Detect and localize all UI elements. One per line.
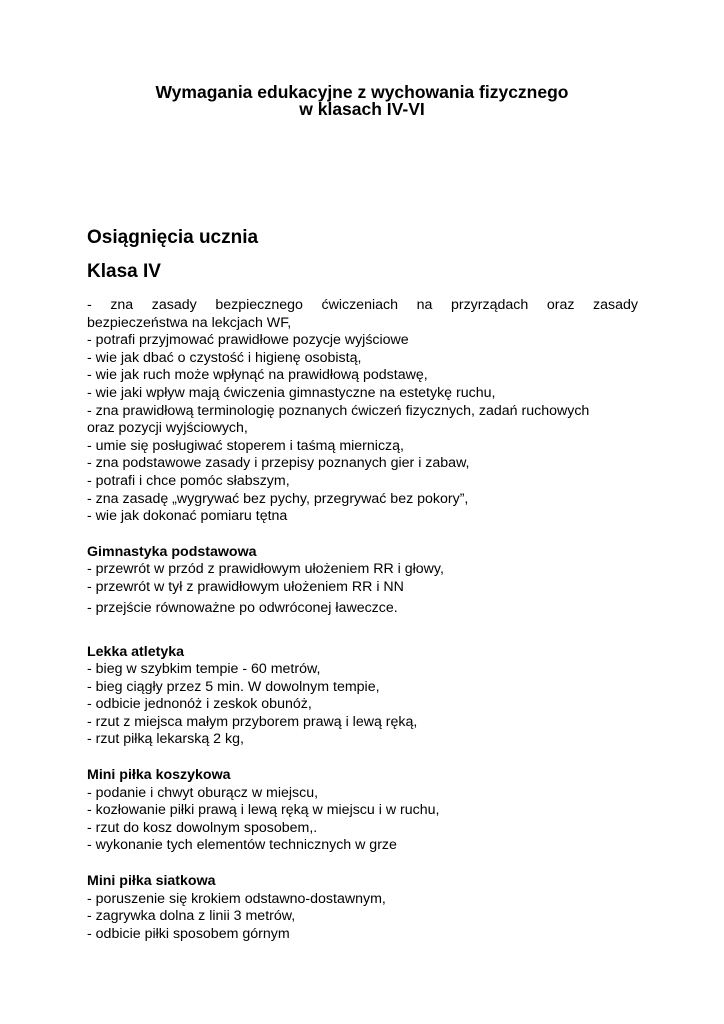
list-item: - przewrót w przód z prawidłowym ułożeniem RR i głowy,: [87, 561, 444, 578]
list-item: - wie jak ruch może wpłynąć na prawidłową podstawę,: [87, 367, 428, 384]
list-item: - zna prawidłową terminologię poznanych ćwiczeń fizycznych, zadań ruchowych: [87, 402, 590, 419]
list-item: - bieg ciągły przez 5 min. W dowolnym tempie,: [87, 678, 380, 695]
section-athletics: [87, 644, 638, 750]
document-title: [0, 84, 724, 118]
section-title: Gimnastyka podstawowa: [87, 543, 257, 560]
list-item: - wie jak dokonać pomiaru tętna: [87, 508, 288, 525]
list-item: - rzut z miejsca małym przyborem prawą i lewą ręką,: [87, 713, 418, 730]
list-item: - odbicie piłki sposobem górnym: [87, 925, 290, 942]
list-item: - podanie i chwyt oburącz w miejscu,: [87, 784, 319, 801]
list-item: - zna zasady bezpiecznego ćwiczeniach na przyrządach oraz zasady: [87, 297, 638, 313]
list-item: - poruszenie się krokiem odstawno-dostawnym,: [87, 890, 386, 907]
document-body: [87, 226, 638, 943]
achievements-heading: Osiągnięcia ucznia: [87, 227, 259, 248]
list-item: - bieg w szybkim tempie - 60 metrów,: [87, 661, 321, 678]
section-title: Mini piłka siatkowa: [87, 873, 216, 890]
list-item: - odbicie jednonóż i zeskok obunóż,: [87, 696, 312, 713]
list-item: - zagrywka dolna z linii 3 metrów,: [87, 908, 296, 925]
list-item: oraz pozycji wyjściowych,: [87, 420, 248, 437]
section-title: Lekka atletyka: [87, 643, 185, 660]
general-requirements-list: [87, 297, 638, 526]
list-item: - umie się posługiwać stoperem i taśmą mierniczą,: [87, 437, 404, 454]
list-item: - zna podstawowe zasady i przepisy poznanych gier i zabaw,: [87, 455, 470, 472]
list-item: bezpieczeństwa na lekcjach WF,: [87, 314, 292, 331]
list-item: - zna zasadę „wygrywać bez pychy, przegrywać bez pokory”,: [87, 490, 469, 507]
list-item: - wykonanie tych elementów technicznych w grze: [87, 837, 397, 854]
title-line-2: w klasach IV-VI: [299, 99, 425, 119]
section-title: Mini piłka koszykowa: [87, 767, 231, 784]
list-item: - potrafi przyjmować prawidłowe pozycje wyjściowe: [87, 332, 409, 349]
section-basketball: [87, 767, 638, 855]
section-gymnastics: [87, 544, 638, 619]
list-item: - przewrót w tył z prawidłowym ułożeniem RR i NN: [87, 578, 404, 595]
list-item: - wie jak dbać o czystość i higienę osobistą,: [87, 349, 362, 366]
class-heading: Klasa IV: [87, 261, 161, 282]
list-item: - potrafi i chce pomóc słabszym,: [87, 472, 290, 489]
list-item: - rzut do kosz dowolnym sposobem,.: [87, 819, 318, 836]
list-item: - przejście równoważne po odwróconej ławeczce.: [87, 599, 398, 616]
list-item: - kozłowanie piłki prawą i lewą ręką w miejscu i w ruchu,: [87, 802, 440, 819]
list-item: - rzut piłką lekarską 2 kg,: [87, 731, 244, 748]
list-item: - wie jaki wpływ mają ćwiczenia gimnastyczne na estetykę ruchu,: [87, 384, 496, 401]
section-volleyball: [87, 873, 638, 943]
title-line-1: Wymagania edukacyjne z wychowania fizycznego: [155, 82, 569, 102]
